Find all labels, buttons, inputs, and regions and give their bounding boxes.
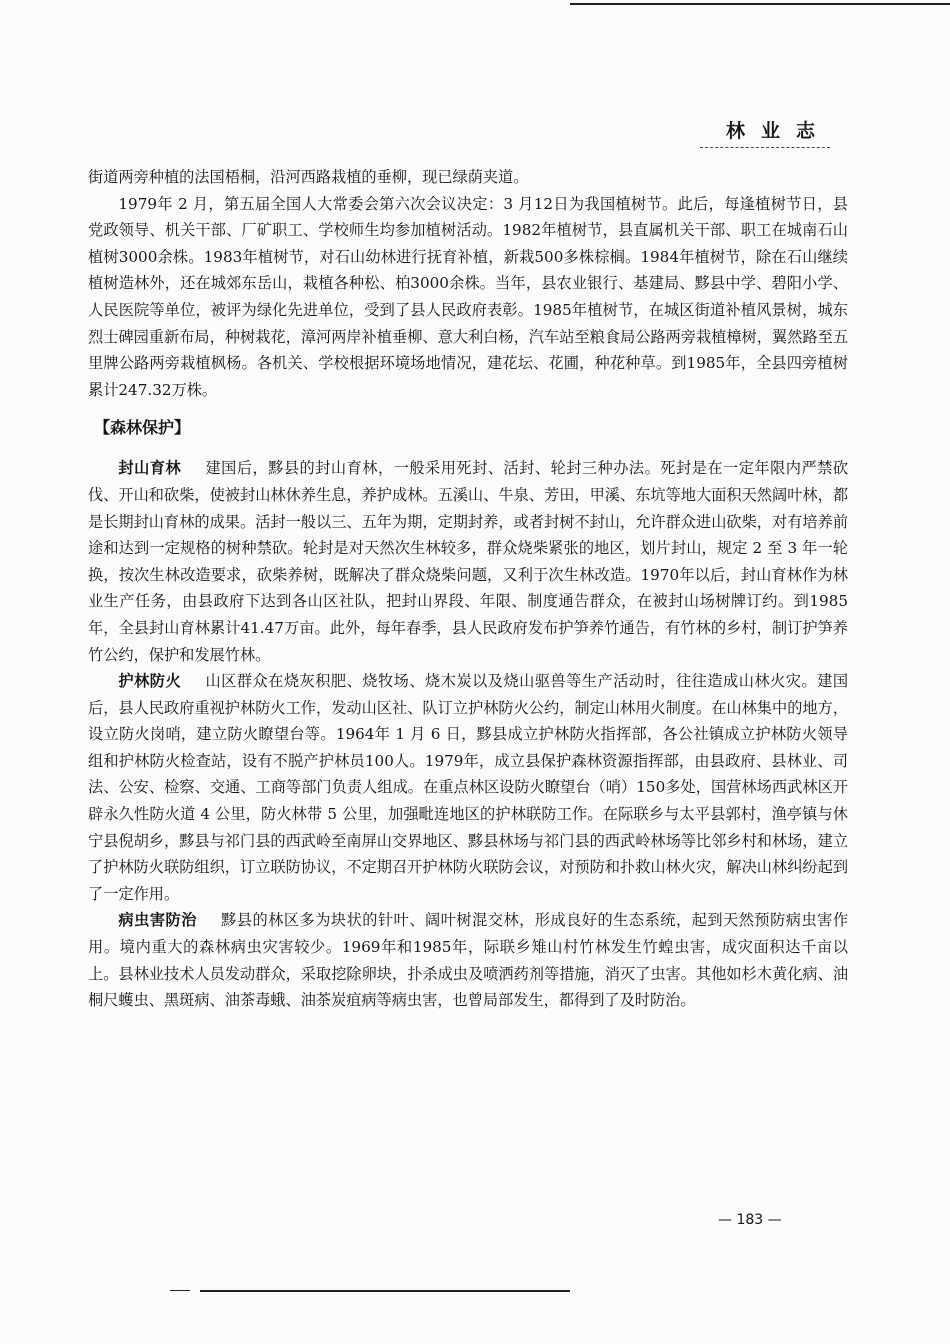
section-heading: 【森林保护】 xyxy=(94,418,191,438)
subsection-term: 病虫害防治 xyxy=(118,911,197,930)
intro-paragraph-2: 1979年 2 月，第五届全国人大常委会第六次会议决定：3 月12日为我国植树节。此后，每逢植树节日，县党政领导、机关干部、厂矿职工、学校师生均参加植树活动。1982年植树节，县直属机关干部、职工在城南石山植树3000余株。1983年植树节，对石山幼林进行抚育补植，新栽500多株棕榈。1984年植树节，除在石山继续植树造林外，还在城郊东岳山，栽植各种松、柏3000余株。当年，县农业银行、基建局、黟县中学、碧阳小学、人民医院等单位，被评为绿化先进单位，受到了县人民政府表彰。1985年植树节，在城区街道补植风景树，城东烈士碑园重新布局，种树栽花，漳河两岸补植垂柳、意大利白杨，汽车站至粮食局公路两旁栽植樟树，翼然路至五里牌公路两旁栽植枫杨。各机关、学校根据环境场地情况，建花坛、花圃，种花种草。到1985年，全县四旁植树累计247.32万株。 xyxy=(88,194,848,399)
scan-line-bottom xyxy=(200,1290,570,1292)
page-body xyxy=(88,164,848,1014)
intro-paragraph-1: 街道两旁种植的法国梧桐，沿河西路栽植的垂柳，现已绿荫夹道。 xyxy=(88,168,529,186)
subsection-term: 封山育林 xyxy=(118,459,182,478)
scan-line-top xyxy=(570,3,950,5)
page-number: — 183 — xyxy=(718,1212,782,1228)
subsection-text: 黟县的林区多为块状的针叶、阔叶树混交林，形成良好的生态系统，起到天然预防病虫害作用。境内重大的森林病虫灾害较少。1969年和1985年，际联乡雉山村竹林发生竹蝗虫害，成灾面积达千亩以上。县林业技术人员发动群众，采取挖除卵块，扑杀成虫及喷洒药剂等措施，消灭了虫害。其他如杉木黄化病、油桐尺蠖虫、黑斑病、油茶毒蛾、油茶炭疽病等病虫害，也曾局部发生，都得到了及时防治。 xyxy=(88,911,849,1010)
subsection-text: 山区群众在烧灰积肥、烧牧场、烧木炭以及烧山驱兽等生产活动时，往往造成山林火灾。建国后，县人民政府重视护林防火工作，发动山区社、队订立护林防火公约，制定山林用火制度。在山林集中的地方，设立防火岗哨，建立防火瞭望台等。1964年 1 月 6 日，黟县成立护林防火指挥部，各公社镇成立护林防火领导组和护林防火检查站，设有不脱产护林员100人。1979年，成立县保护森林资源指挥部，由县政府、县林业、司法、公安、检察、交通、工商等部门负责人组成。在重点林区设防火瞭望台（哨）150多处，国营林场西武林区开辟永久性防火道 4 公里，防火林带 5 公里，加强毗连地区的护林联防工作。在际联乡与太平县郭村，渔亭镇与休宁县倪胡乡，黟县与祁门县的西武岭至南屏山交界地区、黟县林场与祁门县的西武岭林场等比邻乡村和林场，建立了护林防火联防组织，订立联防协议，不定期召开护林防火联防会议，对预防和扑救山林火灾，解决山林纠纷起到了一定作用。 xyxy=(88,672,849,903)
page-header-title: 林业志 xyxy=(726,120,832,142)
subsection-fire-prevention xyxy=(88,668,848,907)
subsection-text: 建国后，黟县的封山育林，一般采用死封、活封、轮封三种办法。死封是在一定年限内严禁砍伐、开山和砍柴，使被封山林休养生息，养护成林。五溪山、牛泉、芳田，甲溪、东坑等地大面积天然阔叶林，都是长期封山育林的成果。活封一般以三、五年为期，定期封养，或者封树不封山，允许群众进山砍柴，对有培养前途和达到一定规格的树种禁砍。轮封是对天然次生林较多，群众烧柴紧张的地区，划片封山，规定 2 至 3 年一轮换，按次生林改造要求，砍柴养树，既解决了群众烧柴问题，又利于次生林改造。1970年以后，封山育林作为林业生产任务，由县政府下达到各山区社队，把封山界段、年限、制度通告群众，在被封山场树牌订约。到1985年，全县封山育林累计41.47万亩。此外，每年春季，县人民政府发布护笋养竹通告，有竹林的乡村，制订护笋养竹公约，保护和发展竹林。 xyxy=(88,459,849,664)
header-rule xyxy=(700,147,830,148)
subsection-pest-control xyxy=(88,907,848,1013)
scan-line-bottom-left xyxy=(170,1290,190,1291)
subsection-mountain-closure xyxy=(88,455,848,668)
subsection-term: 护林防火 xyxy=(118,672,182,691)
